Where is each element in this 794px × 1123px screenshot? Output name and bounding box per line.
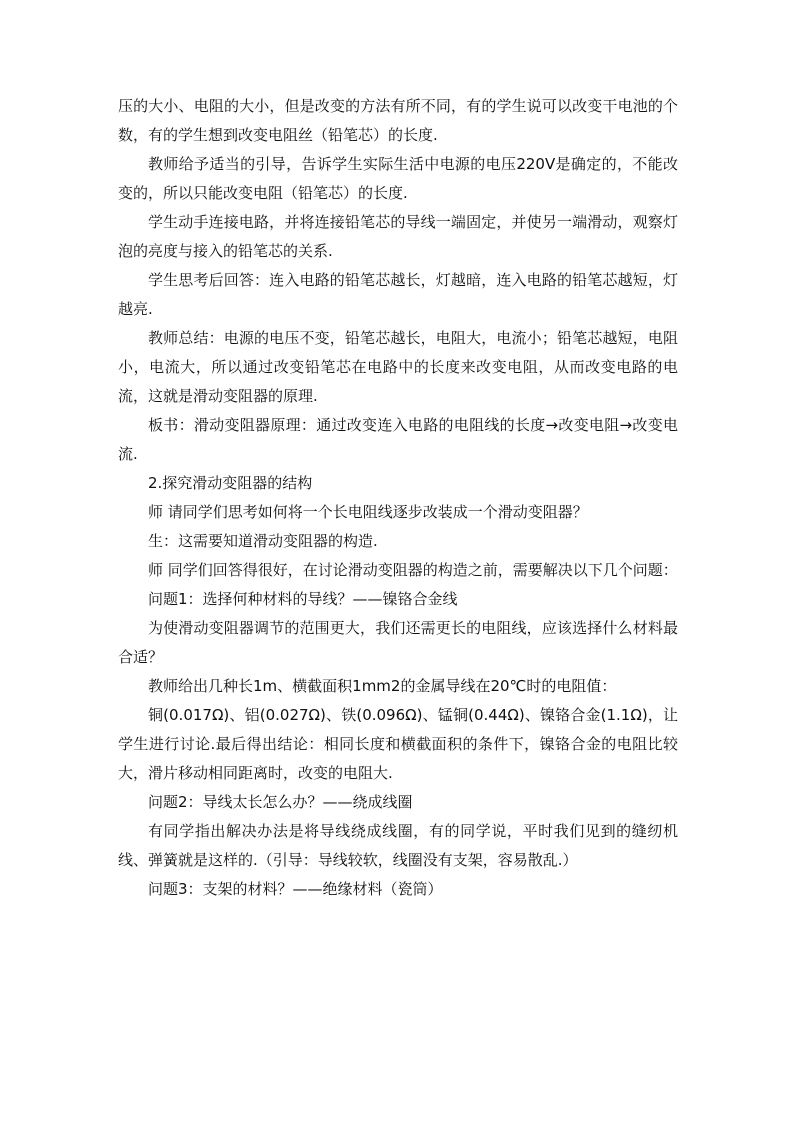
paragraph: 生：这需要知道滑动变阻器的构造. <box>148 532 378 550</box>
section-heading: 2.探究滑动变阻器的结构 <box>148 474 313 492</box>
paragraph: 学生动手连接电路，并将连接铅笔芯的导线一端固定，并使另一端滑动，观察灯泡的亮度与接入的铅笔芯的关系. <box>118 213 678 260</box>
paragraph: 教师给予适当的引导，告诉学生实际生活中电源的电压220V是确定的，不能改变的，所以只能改变电阻（铅笔芯）的长度. <box>118 155 678 202</box>
paragraph: 学生思考后回答：连入电路的铅笔芯越长，灯越暗，连入电路的铅笔芯越短，灯越亮. <box>118 271 678 318</box>
paragraph: 为使滑动变阻器调节的范围更大，我们还需更长的电阻线，应该选择什么材料最合适？ <box>118 619 678 666</box>
paragraph: 有同学指出解决办法是将导线绕成线圈，有的同学说，平时我们见到的缝纫机线、弹簧就是这样的.（引导：导线较软，线圈没有支架，容易散乱.） <box>118 822 678 869</box>
paragraph: 教师给出几种长1m、横截面积1mm2的金属导线在20℃时的电阻值： <box>148 677 617 695</box>
document-page <box>118 92 678 904</box>
question-heading: 问题3：支架的材料？——绝缘材料（瓷筒） <box>148 880 443 898</box>
paragraph: 板书：滑动变阻器原理：通过改变连入电路的电阻线的长度→改变电阻→改变电流. <box>118 416 678 463</box>
question-heading: 问题1：选择何种材料的导线？——镍铬合金线 <box>148 590 458 608</box>
paragraph-continuation: 压的大小、电阻的大小，但是改变的方法有所不同，有的学生说可以改变干电池的个数，有的学生想到改变电阻丝（铅笔芯）的长度. <box>118 97 678 144</box>
question-heading: 问题2：导线太长怎么办？——绕成线圈 <box>148 793 413 811</box>
paragraph: 师 请同学们思考如何将一个长电阻线逐步改装成一个滑动变阻器？ <box>148 503 588 521</box>
paragraph: 铜(0.017Ω)、铝(0.027Ω)、铁(0.096Ω)、锰铜(0.44Ω)、镍铬合金(1.1Ω)，让学生进行讨论.最后得出结论：相同长度和横截面积的条件下，镍铬合金的电阻比较大，滑片移动相同距离时，改变的电阻大. <box>118 706 678 782</box>
paragraph: 师 同学们回答得很好，在讨论滑动变阻器的构造之前，需要解决以下几个问题： <box>148 561 678 579</box>
paragraph: 教师总结：电源的电压不变，铅笔芯越长，电阻大，电流小；铅笔芯越短，电阻小，电流大，所以通过改变铅笔芯在电路中的长度来改变电阻，从而改变电路的电流，这就是滑动变阻器的原理. <box>118 329 678 405</box>
